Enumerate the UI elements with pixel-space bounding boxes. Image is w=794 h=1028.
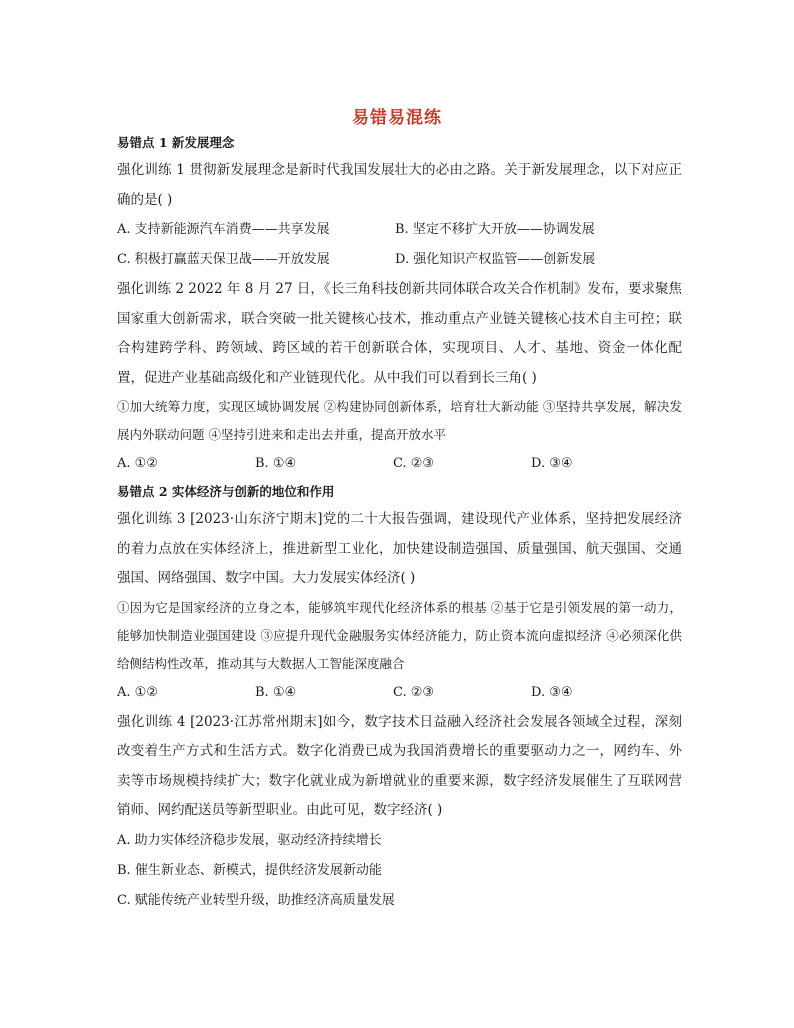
option-a: A. 助力实体经济稳步发展，驱动经济持续增长: [117, 832, 382, 848]
option-b: B. ①④: [255, 684, 297, 700]
option-a: A. ①②: [117, 684, 158, 700]
question-2-stem: 强化训练 2 2022 年 8 月 27 日，《长三角科技创新共同体联合攻关合作机制》发布，要求聚焦国家重大创新需求，联合突破一批关键核心技术，推动重点产业链关键核心技术自主可控；联合构建跨学科、跨领域、跨区域的若干创新联合体，实现项目、人才、基地、资金一体化配置，促进产业基础高级化和产业链现代化。从中我们可以看到长三角( ): [117, 281, 682, 386]
option-d: D. ③④: [531, 684, 573, 700]
question-3-material: ①因为它是国家经济的立身之本，能够筑牢现代化经济体系的根基 ②基于它是引领发展的第一动力，能够加快制造业强国建设 ③应提升现代金融服务实体经济能力，防止资本流向虚拟经济 ④必须深化供给侧结构性改革，推动其与大数据人工智能深度融合: [117, 599, 682, 671]
option-d: D. 强化知识产权监管——创新发展: [395, 252, 596, 267]
option-c: C. 积极打赢蓝天保卫战——开放发展: [117, 252, 330, 267]
question-3-options: [117, 678, 682, 708]
page-title: 易错易混练: [352, 108, 442, 128]
option-c: C. 赋能传统产业转型升级，助推经济高质量发展: [117, 892, 395, 908]
content: [117, 130, 682, 916]
question-2-options: [117, 449, 682, 479]
option-a: A. ①②: [117, 456, 158, 471]
question-4-stem: 强化训练 4 [2023·江苏常州期末]如今，数字技术日益融入经济社会发展各领域全过程，深刻改变着生产方式和生活方式。数字化消费已成为我国消费增长的重要驱动力之一，网约车、外卖等市场规模持续扩大；数字化就业成为新增就业的重要来源，数字经济发展催生了互联网营销师、网约配送员等新型职业。由此可见，数字经济( ): [117, 713, 682, 818]
question-2-material: ①加大统筹力度，实现区域协调发展 ②构建协同创新体系，培育壮大新动能 ③坚持共享发展，解决发展内外联动问题 ④坚持引进来和走出去并重，提高开放水平: [117, 399, 682, 442]
option-b: B. ①④: [255, 456, 297, 471]
option-c: C. ②③: [393, 684, 435, 700]
option-c: C. ②③: [393, 456, 435, 471]
option-b: B. 催生新业态、新模式，提供经济发展新动能: [117, 862, 382, 878]
option-a: A. 支持新能源汽车消费——共享发展: [117, 222, 330, 237]
option-b: B. 坚定不移扩大开放——协调发展: [395, 222, 595, 237]
question-1-stem: 强化训练 1 贯彻新发展理念是新时代我国发展壮大的必由之路。关于新发展理念，以下对应正确的是( ): [117, 162, 682, 208]
section-heading-2: 易错点 2 实体经济与创新的地位和作用: [117, 484, 335, 499]
option-d: D. ③④: [531, 456, 573, 471]
question-1-options: [117, 215, 682, 275]
question-3-stem: 强化训练 3 [2023·山东济宁期末]党的二十大报告强调，建设现代产业体系，坚持把发展经济的着力点放在实体经济上，推进新型工业化，加快建设制造强国、质量强国、航天强国、交通强国、网络强国、数字中国。大力发展实体经济( ): [117, 511, 682, 586]
section-heading-1: 易错点 1 新发展理念: [117, 135, 235, 150]
